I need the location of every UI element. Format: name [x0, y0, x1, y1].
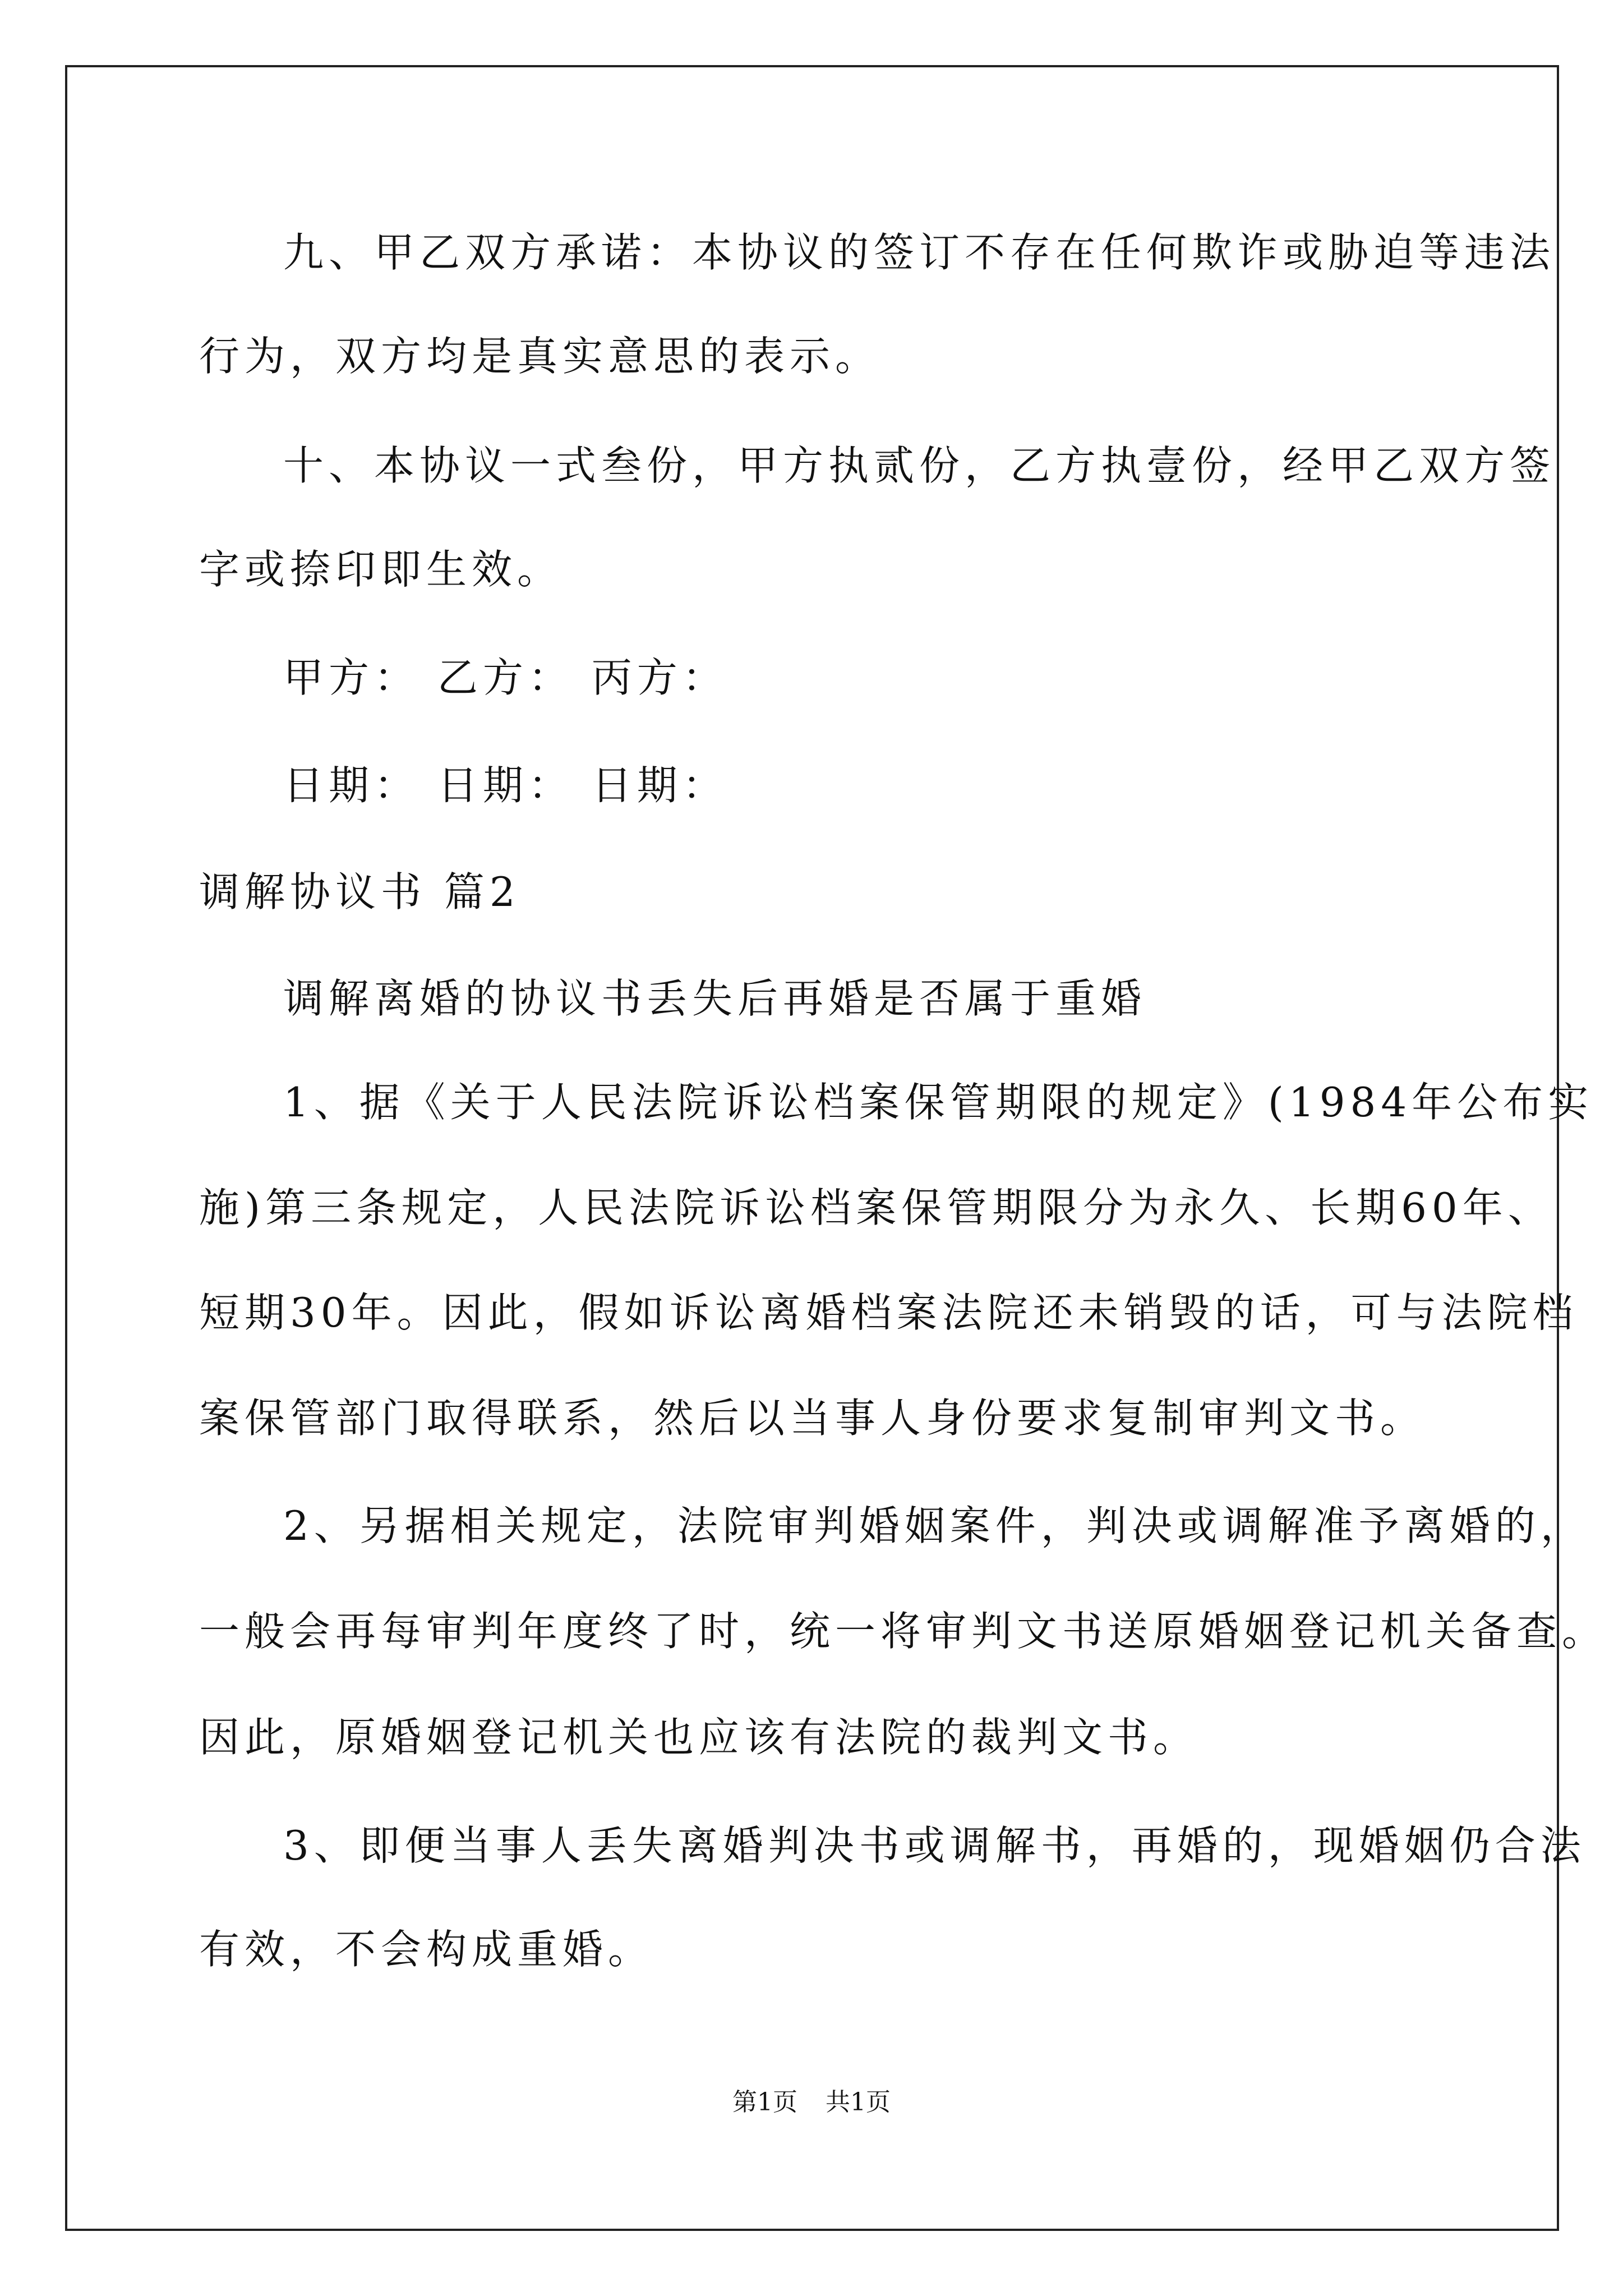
- section-heading: 调解协议书 篇2: [199, 868, 520, 915]
- point-1-line-1: 1、据《关于人民法院诉讼档案保管期限的规定》(1984年公布实: [283, 1079, 1594, 1126]
- point-2-line-2: 一般会再每审判年度终了时，统一将审判文书送原婚姻登记机关备查。: [199, 1608, 1608, 1655]
- signature-parties: 甲方： 乙方： 丙方：: [283, 654, 728, 701]
- article-title: 调解离婚的协议书丢失后再婚是否属于重婚: [283, 975, 1147, 1022]
- point-1-line-2: 施)第三条规定，人民法院诉讼档案保管期限分为永久、长期60年、: [199, 1184, 1553, 1231]
- paragraph-10-line-1: 十、本协议一式叁份，甲方执贰份，乙方执壹份，经甲乙双方签: [283, 442, 1556, 489]
- point-2-line-1: 2、另据相关规定，法院审判婚姻案件，判决或调解准予离婚的，: [283, 1502, 1586, 1549]
- paragraph-10-line-2: 字或捺印即生效。: [199, 546, 563, 593]
- page-frame: [65, 65, 1559, 2231]
- point-3-line-1: 3、即便当事人丢失离婚判决书或调解书，再婚的，现婚姻仍合法: [283, 1822, 1586, 1869]
- page-footer: [0, 2086, 1623, 2119]
- point-1-line-3: 短期30年。因此，假如诉讼离婚档案法院还未销毁的话，可与法院档: [199, 1289, 1578, 1336]
- point-2-line-3: 因此，原婚姻登记机关也应该有法院的裁判文书。: [199, 1714, 1199, 1761]
- point-3-line-2: 有效，不会构成重婚。: [199, 1926, 654, 1973]
- paragraph-9-line-2: 行为，双方均是真实意思的表示。: [199, 333, 881, 380]
- signature-dates: 日期： 日期： 日期：: [283, 762, 728, 809]
- page-total: 共1页: [826, 2088, 891, 2116]
- point-1-line-4: 案保管部门取得联系，然后以当事人身份要求复制审判文书。: [199, 1395, 1426, 1442]
- paragraph-9-line-1: 九、甲乙双方承诺：本协议的签订不存在任何欺诈或胁迫等违法: [283, 229, 1556, 276]
- page-number: 第1页: [732, 2088, 797, 2116]
